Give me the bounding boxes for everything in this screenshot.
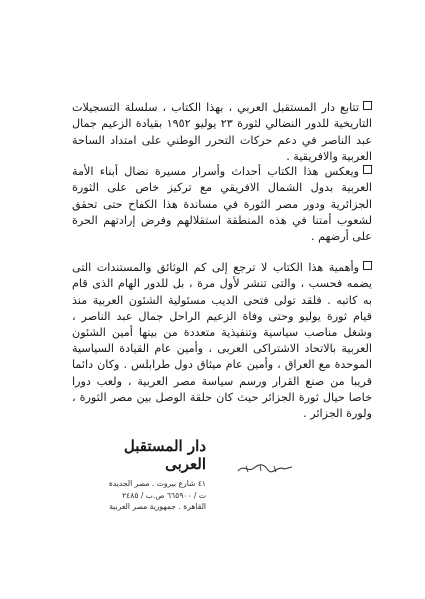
signature-stamp [236,460,294,476]
publisher-address-city: القاهرة . جمهورية مصر العربية [109,502,206,511]
square-bullet-icon [363,165,372,174]
publisher-address-street: ٤١ شارع بيروت . مصر الجديدة [108,479,206,488]
paragraph-author [72,260,372,422]
paragraph-content [72,164,372,245]
paragraph-author-text: وأهمية هذا الكتاب لا ترجع إلى كم الوثائق والمستندات التى يضمه فحسب ، والتى تنشر لأول مرة ، بل للدور الهام الذى قام به كاتبه . فلقد تولى فتحى الديب مسئولية الشئون العربية منذ قيام ثورة يوليو وحتى وفاة الزعيم الراحل جمال عبد الناصر ، وشغل مناصب سياسية وتنفيذية متعددة من بينها أمين الشئون العربية بالاتحاد الاشتراكى العربى ، وأمين عام القيادة السياسية الموحدة مع العراق ، وأمين عام ميثاق دول طرابلس . وكان دائما قريبا من صنع القرار ورسم سياسة مصر العربية ، ولعب دورا خاصا حيال ثورة الجزائر حيث كان حلقة الوصل بين مصر الثورة ، ولورة الجزائر . [72,261,372,421]
paragraph-intro-text: تتابع دار المستقبل العربي ، بهذا الكتاب ، سلسلة التسجيلات التاريخية للدور النضالي لثورة ٢٣ يوليو ١٩٥٢ بقيادة الزعيم جمال عبد الناصر في دعم حركات التحرر الوطني على امتداد الساحة العربية والافريقية . [72,101,372,163]
publisher-name: دار المستقبل العربى [123,437,206,473]
publisher-block [96,437,206,513]
paragraph-content-text: ويعكس هذا الكتاب أحداث وأسرار مسيرة نضال أبناء الأمة العربية بدول الشمال الافريقي مع تركيز خاص على الثورة الجزائرية ودور مصر الثورة في مساندة هذا الكفاح حتى تحقق لشعوب أمتنا في هذه المنطقة استقلالهم وفرض إرادتهم الحرة على أرضهم . [72,165,372,243]
square-bullet-icon [363,261,372,270]
publisher-address-phone: ت / ٦٦٥٩٠٠ ص.ب / ٢٤٨٥ [122,490,206,500]
square-bullet-icon [363,101,372,110]
paragraph-intro [72,100,372,165]
